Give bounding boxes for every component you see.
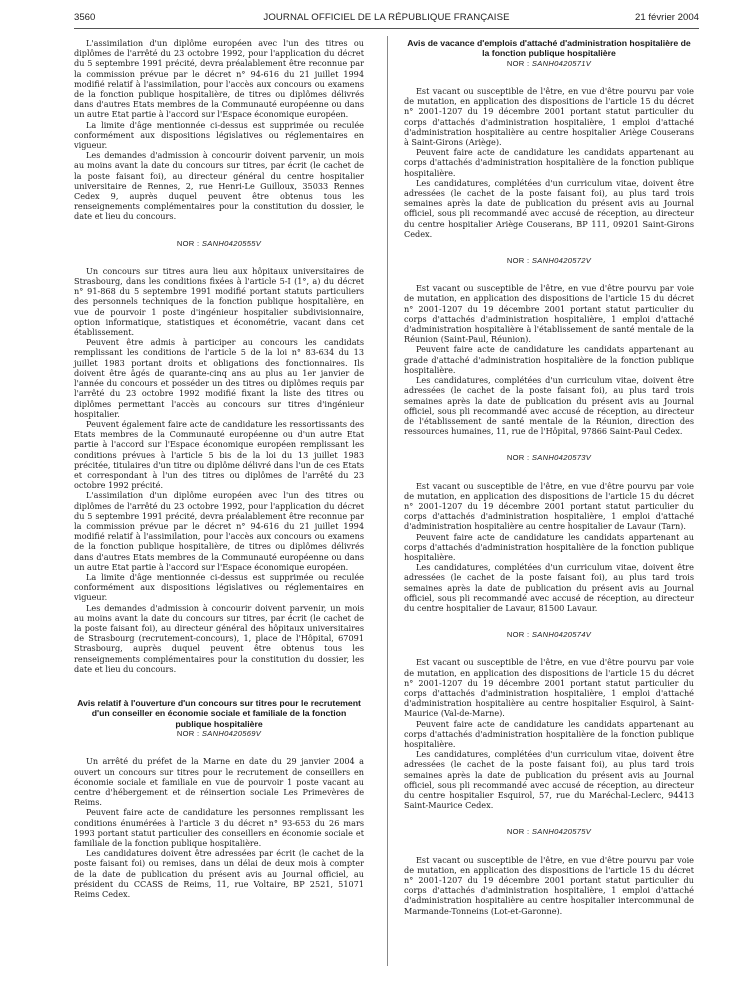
paragraph: Est vacant ou susceptible de l'être, en vue d'être pourvu par voie de mutation, en application des dispositions de l'article 15 du décret n° 2001-1207 du 19 décembre 2001 portant statut particulier du corps d'attachés d'administration hospitalière, 1 emploi d'attaché d'administration hospitalière à l'établissement de santé mentale de la Réunion (Saint-Paul, Réunion). [404,283,694,345]
paragraph: Les candidatures, complétées d'un curriculum vitae, doivent être adressées (le cachet de la poste faisant foi), au plus tard trois semaines après la date de publication du présent avis au Journal officiel, sous pli recommandé avec accusé de réception, au directeur du centre hospitalier de Lavaur, 81500 Lavaur. [404,562,694,613]
paragraph: Un arrêté du préfet de la Marne en date du 29 janvier 2004 a ouvert un concours sur titres pour le recrutement de conseillers en économie sociale et familiale en vue de pourvoir 1 poste vacant au centre d'hébergement et de réinsertion sociale Les Primevères de Reims. [74,756,364,808]
paragraph: Est vacant ou susceptible de l'être, en vue d'être pourvu par voie de mutation, en application des dispositions de l'article 15 du décret n° 2001-1207 du 19 décembre 2001 portant statut particulier du corps d'attachés d'administration hospitalière, 1 emploi d'attaché d'administration hospitalière au centre hospitalier Ariège Couserans à Saint-Girons (Ariège). [404,86,694,148]
header-rule [74,28,699,29]
nor-reference: NOR : SANH0420569V [176,729,262,739]
paragraph: L'assimilation d'un diplôme européen avec l'un des titres ou diplômes de l'arrêté du 23 octobre 1992, pour l'application du décret du 5 septembre 1991 précité, devra préalablement être reconnue par la commission prévue par le décret n° 94-616 du 21 juillet 1994 modifié relatif à l'assimilation, pour l'accès aux concours ou examens de la fonction publique hospitalière, de titres ou diplômes délivrés dans d'autres Etats membres de la Communauté européenne ou dans un autre Etat partie à l'accord sur l'Espace économique européen. [74,490,364,572]
paragraph: Les candidatures doivent être adressées par écrit (le cachet de la poste faisant foi) ou remises, dans un délai de deux mois à compter de la date de publication du présent avis au Journal officiel, au président du CCASS de Reims, 11, rue Voltaire, BP 2521, 51071 Reims Cedex. [74,848,364,900]
paragraph: Est vacant ou susceptible de l'être, en vue d'être pourvu par voie de mutation, en application des dispositions de l'article 15 du décret n° 2001-1207 du 19 décembre 2001 portant statut particulier du corps d'attachés d'administration hospitalière, 1 emploi d'attaché d'administration hospitalière au centre hospitalier intercommunal de Marmande-Tonneins (Lot-et-Garonne). [404,854,694,916]
paragraph: Les demandes d'admission à concourir doivent parvenir, un mois au moins avant la date du concours sur titres, par écrit (le cachet de la poste faisant foi), au directeur général du centre hospitalier universitaire de Rennes, 2, rue Henri-Le Guilloux, 35033 Rennes Cedex 9, auprès duquel peuvent être obtenus tous les renseignements complémentaires pour la constitution du dossier, le date et lieu du concours. [74,150,364,222]
paragraph: La limite d'âge mentionnée ci-dessus est supprimée ou reculée conformément aux dispositions législatives ou réglementaires en vigueur. [74,571,364,603]
paragraph: Les candidatures, complétées d'un curriculum vitae, doivent être adressées (le cachet de la poste faisant foi), au plus tard trois semaines après la date de publication du présent avis au Journal officiel, sous pli recommandé avec accusé de réception, au directeur du centre hospitalier Ariège Couserans, BP 111, 09201 Saint-Girons Cedex. [404,177,694,239]
journal-title: JOURNAL OFFICIEL DE LA RÉPUBLIQUE FRANÇAISE [263,12,510,23]
left-column [74,38,364,899]
nor-reference: NOR : SANH0420573V [506,453,592,463]
nor-reference: NOR : SANH0420555V [176,238,262,248]
column-divider [387,36,388,966]
paragraph: Peuvent faire acte de candidature les candidats appartenant au grade d'attaché d'administration hospitalière de la fonction publique hospitalière. [404,344,694,375]
paragraph: Peuvent faire acte de candidature les candidats appartenant au corps d'attachés d'administration hospitalière de la fonction publique hospitalière. [404,531,694,562]
nor-reference: NOR : SANH0420572V [506,256,592,266]
paragraph: Les demandes d'admission à concourir doivent parvenir, un mois au moins avant la date du concours sur titres, par écrit (le cachet de la poste faisant foi), au directeur général des hôpitaux universitaires de Strasbourg (recrutement-concours), 1, place de l'Hôpital, 67091 Strasbourg, auprès duquel peuvent être obtenus tous les renseignements complémentaires pour la constitution du dossier, les date et lieu du concours. [74,602,364,674]
paragraph: Peuvent faire acte de candidature les personnes remplissant les conditions énumérées à l'article 3 du décret n° 93-653 du 26 mars 1993 portant statut particulier des conseillers en économie sociale et familiale de la fonction publique hospitalière. [74,807,364,849]
paragraph: La limite d'âge mentionnée ci-dessus est supprimée ou reculée conformément aux dispositions législatives ou réglementaires en vigueur. [74,119,364,151]
page-number: 3560 [74,12,96,23]
notice-title: Avis relatif à l'ouverture d'un concours sur titres pour le recrutement d'un conseiller en économie sociale et familiale de la fonction publique hospitalière [77,697,361,729]
paragraph: Peuvent faire acte de candidature les candidats appartenant au corps d'attachés d'administration hospitalière de la fonction publique hospitalière. [404,718,694,749]
paragraph: Un concours sur titres aura lieu aux hôpitaux universitaires de Strasbourg, dans les conditions fixées à l'article 5-I (1°, a) du décret n° 91-868 du 5 septembre 1991 modifié portant statuts particuliers des personnels techniques de la fonction publique hospitalière, en vue de pourvoir 1 poste d'ingénieur hospitalier subdivisionnaire, option informatique, statistiques et économétrie, vacant dans cet établissement. [74,265,364,338]
paragraph: Les candidatures, complétées d'un curriculum vitae, doivent être adressées (le cachet de la poste faisant foi), au plus tard trois semaines après la date de publication du présent avis au Journal officiel, sous pli recommandé avec accusé de réception, au directeur de l'établissement de santé mentale de la Réunion, direction des ressources humaines, 11, rue de l'Hôpital, 97866 Saint-Paul Cedex. [404,375,694,437]
paragraph: L'assimilation d'un diplôme européen avec l'un des titres ou diplômes de l'arrêté du 23 octobre 1992, pour l'application du décret du 5 septembre 1991 précité, devra préalablement être reconnue par la commission prévue par le décret n° 94-616 du 21 juillet 1994 modifié relatif à l'assimilation, pour l'accès aux concours ou examens de la fonction publique hospitalière, de titres ou diplômes délivrés dans d'autres Etats membres de la Communauté européenne ou dans un autre Etat partie à l'accord sur l'Espace économique européen. [74,38,364,120]
issue-date: 21 février 2004 [635,12,699,23]
paragraph: Les candidatures, complétées d'un curriculum vitae, doivent être adressées (le cachet de la poste faisant foi), au plus tard trois semaines après la date de publication du présent avis au Journal officiel, sous pli recommandé avec accusé de réception, au directeur du centre hospitalier Esquirol, 57, rue du Maréchal-Leclerc, 94413 Saint-Maurice Cedex. [404,749,694,811]
notice-title: Avis de vacance d'emplois d'attaché d'administration hospitalière de la fonction publique hospitalière [407,38,691,59]
nor-reference: NOR : SANH0420574V [506,630,592,640]
paragraph: Est vacant ou susceptible de l'être, en vue d'être pourvu par voie de mutation, en application des dispositions de l'article 15 du décret n° 2001-1207 du 19 décembre 2001 portant statut particulier du corps d'attachés d'administration hospitalière, 1 emploi d'attaché d'administration hospitalière au centre hospitalier Esquirol, à Saint-Maurice (Val-de-Marne). [404,657,694,719]
nor-reference: NOR : SANH0420575V [506,827,592,837]
paragraph: Est vacant ou susceptible de l'être, en vue d'être pourvu par voie de mutation, en application des dispositions de l'article 15 du décret n° 2001-1207 du 19 décembre 2001 portant statut particulier du corps d'attachés d'administration hospitalière, 1 emploi d'attaché d'administration hospitalière au centre hospitalier de Lavaur (Tarn). [404,480,694,532]
nor-reference: NOR : SANH0420571V [506,58,592,68]
paragraph: Peuvent également faire acte de candidature les ressortissants des Etats membres de la Communauté européenne ou d'un autre Etat partie à l'accord sur l'Espace économique européen remplissant les conditions prévues à l'article 5 bis de la loi du 13 juillet 1983 précitée, titulaires d'un titre ou diplôme délivré dans l'un de ces Etats et correspondant à l'un des titres ou diplômes de l'arrêté du 23 octobre 1992 précité. [74,418,364,491]
right-column [404,38,694,916]
paragraph: Peuvent être admis à participer au concours les candidats remplissant les conditions de l'article 5 de la loi n° 83-634 du 13 juillet 1983 portant droits et obligations des fonctionnaires. Ils doivent être âgés de quarante-cinq ans au plus au 1er janvier de l'année du concours et posséder un des titres ou diplômes requis par l'arrêté du 23 octobre 1992 modifié fixant la liste des titres ou diplômes permettant l'accès au concours sur titres d'ingénieur hospitalier. [74,337,364,419]
paragraph: Peuvent faire acte de candidature les candidats appartenant au corps d'attachés d'administration hospitalière de la fonction publique hospitalière. [404,147,694,178]
